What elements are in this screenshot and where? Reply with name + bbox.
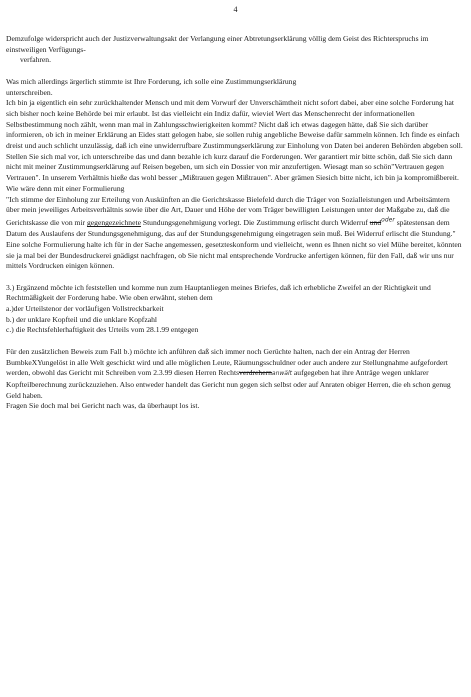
paragraph-2-body: Ich bin ja eigentlich ein sehr zurückhaltender Mensch und mit dem Vorwurf der Unverschämtheit nicht sofort dabei, aber eine solche Forderung hat sich bisher noch keine Behörde bei mir erlaubt. Ist das vielleicht ein Indiz dafür, wieviel Wert das Menschenrecht der informationellen Selbstbestimmung noch zählt, wenn man mal in Zahlungsschwierigkeiten kommt? Nicht daß ich etwas dagegen hätte, daß Sie sich darüber informieren, ob ich in meiner Erklärung an Eides statt gelogen habe, sie sollen ruhig angebliche Beweise dafür sammeln können. Ich finde es einfach dreist und auch schlicht unzulässig, daß ich eine unwiderrufbare Zustimmungserklärung zur Einholung von Daten bei anderen Behörden abgeben soll. Stellen Sie sich mal vor, ich unterschreibe das und dann bezahle ich kurz darauf die Forderungen. Wer garantiert mir bitte schön, daß Sie sich dann nicht mit meiner Zustimmungserklärung auf Reisen begeben, um sich ein Dossier von mir anzufertigen. Wiesagt man so schön"Vertrauen gegen Vertrauen". In unserem Verhältnis hieße das wohl besser „Mißtrauen gegen Mißtrauen". Aber grämen Siesich bitte nicht, ich bin ja kompromißbereit. Wie wäre denn mit einer Formulierung	[6, 98, 463, 193]
paragraph-2-closing: Eine solche Formulierung halte ich für in der Sache angemessen, gesetzteskonform und vielleicht, wenn es Ihnen nicht so viel Mühe bereitet, könnten sie ja mal bei der Bundesdruckerei gnädigst nachfragen, ob Sie nicht mal entsprechende Vordrucke anfertigen können, für den Fall, daß wir uns nur mittels Vordrucken einigen können.	[6, 239, 462, 271]
handwritten-correction: oder	[381, 216, 395, 224]
objection-list	[6, 304, 465, 336]
underlined-word: gegengezeichnete	[86, 218, 141, 228]
paragraph-2-line2: unterschreiben.	[6, 87, 53, 97]
paragraph-4: Für den zusätzlichen Beweis zum Fall b.) möchte ich anführen daß sich immer noch Gerüchte halten, nach der ein Antrag der Herren BumbkeXYungelöst in alle Welt geschickt wird und alle möglichen Leute, Räumungsschuldner oder auch andere zur Stellungnahme aufgefordert werden, obwohl das Gericht mit Schreiben vom 2.3.99 diesen Herren Rechtsverdrehernanwält aufgegeben hat ihre Anträge wegen unklarer Kopfteilberechnung zurückzuziehen. Also entweder handelt das Gericht nun gegen sich selbst oder auf Anraten obiger Herren, die eh schon genug Geld haben. Fragen Sie doch mal bei Gericht nach was, da überhaupt los ist.	[6, 346, 451, 411]
paragraph-1-continuation: verfahren.	[20, 55, 51, 65]
list-item: c.) die Rechtsfehlerhaftigkeit des Urteils vom 28.1.99 entgegen	[6, 325, 199, 335]
formulation-quote: "Ich stimme der Einholung zur Erteilung von Auskünften an die Gerichtskasse Bielefeld durch die Träger von Sozialleistungen und Arbeitsämtern über mein jeweiliges Arbeitsverhältnis sowie über die Art, Dauer und Höhe der vom Träger bewilligten Leistungen unter der Maßgabe zu, daß die Gerichtskasse die von mir gegengezeichnete Stundungsgenehmigung vorlegt. Die Zustimmung erlischt durch Widerruf und$^{oder}$ spätestensan dem Datum des Auslaufens der Stundungsgenehmigung, das auf der Stundungsgenehmigung eingetragen sein muß. Bei Widerruf erlischt die Stundung."	[6, 194, 456, 239]
paragraph-1	[6, 34, 465, 66]
list-item: a.)der Urteilstenor der vorläufigen Vollstreckbarkeit	[6, 304, 164, 314]
paragraph-2-line1: Was mich allerdings ärgerlich stimmte ist Ihre Forderung, ich solle eine Zustimmungserklärung	[6, 76, 297, 86]
page-number: 4	[233, 5, 238, 14]
letter-body	[6, 34, 465, 412]
paragraph-2	[6, 77, 465, 272]
list-item: b.) der unklare Kopfteil und die unklare Kopfzahl	[6, 314, 157, 324]
struck-word: verdrehern	[239, 368, 272, 378]
handwritten-correction: anwält	[271, 370, 293, 378]
paragraph-3	[6, 283, 465, 304]
closing-line: Fragen Sie doch mal bei Gericht nach was, da überhaupt los ist.	[6, 401, 200, 411]
paragraph-3-intro: 3.) Ergänzend möchte ich feststellen und komme nun zum Hauptanliegen meines Briefes, daß ich erhebliche Zweifel an der Richtigkeit und Rechtmäßigkeit der Forderung habe. Wie oben erwähnt, stehen dem	[6, 282, 431, 303]
struck-word: und	[369, 218, 382, 228]
paragraph-1-text: Demzufolge widerspricht auch der Justizverwaltungsakt der Verlangung einer Abtretungserklärung völlig dem Geist des Richterspruchs im einstweiligen Verfügungs-	[6, 34, 429, 54]
